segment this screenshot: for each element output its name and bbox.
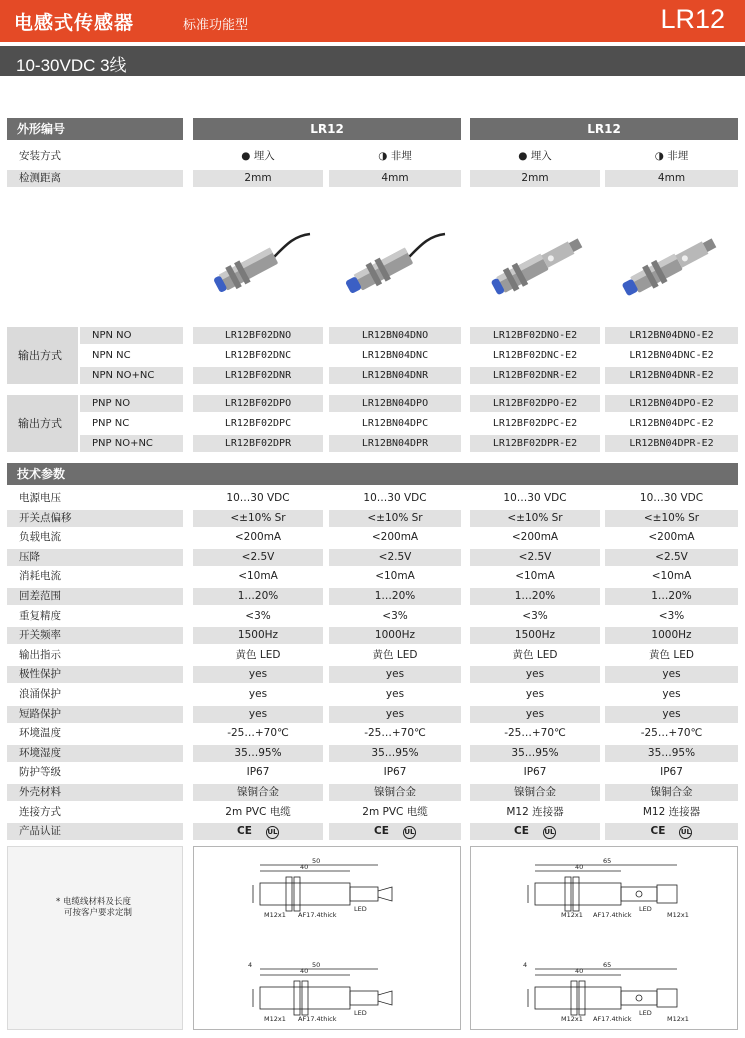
model-code-cell: LR12BF02DPR xyxy=(193,435,323,452)
spec-value: yes xyxy=(662,688,681,700)
spec-value: <3% xyxy=(522,609,548,622)
dim-side: 4 xyxy=(248,961,253,969)
spec-value: <±10% Sr xyxy=(193,510,323,527)
spec-value: yes xyxy=(605,706,738,723)
spec-value: <±10% Sr xyxy=(605,510,738,527)
spec-value: 2m PVC 电缆 xyxy=(225,805,291,818)
spec-value: <2.5V xyxy=(605,549,738,566)
spec-value: <200mA xyxy=(371,531,419,544)
spec-label: 浪涌保护 xyxy=(19,688,61,700)
dim-body: 40 xyxy=(300,863,309,871)
model-code-cell: LR12BN04DNO-E2 xyxy=(605,327,738,344)
spec-value: -25…+70℃ xyxy=(504,727,566,740)
dim-led: LED xyxy=(354,905,367,913)
spec-value: 1000Hz xyxy=(329,627,461,644)
spec-value: 1500Hz xyxy=(470,627,600,644)
ul-mark-icon: UL xyxy=(403,826,416,839)
note-line: * 电缆线材料及长度 xyxy=(56,897,131,907)
spec-value: <2.5V xyxy=(193,549,323,566)
model-code-cell: LR12BF02DNO xyxy=(193,327,323,344)
spec-value: 黄色 LED xyxy=(649,648,694,661)
model-code-cell: LR12BF02DNO-E2 xyxy=(470,327,600,344)
model-code-cell: LR12BN04DNR-E2 xyxy=(605,367,738,384)
model-code-cell: LR12BF02DPO xyxy=(193,395,323,412)
dim-total: 65 xyxy=(603,857,612,865)
spec-label: 负载电流 xyxy=(19,531,61,544)
spec-value: <2.5V xyxy=(329,549,461,566)
pnp-output-label: 输出方式 xyxy=(7,395,78,452)
spec-value: 1…20% xyxy=(329,588,461,605)
spec-value: M12 连接器 xyxy=(506,805,564,818)
cert-cell xyxy=(193,823,323,840)
spec-value: <10mA xyxy=(238,570,278,583)
detection-value: 4mm xyxy=(329,170,461,187)
model-code-cell: LR12BF02DNR xyxy=(193,367,323,384)
spec-label: 压降 xyxy=(7,549,183,566)
model-code-cell: LR12BN04DNO xyxy=(329,327,461,344)
cert-cell xyxy=(605,823,738,840)
spec-label: 短路保护 xyxy=(7,706,183,723)
spec-value: 黄色 LED xyxy=(235,648,281,661)
spec-value: yes xyxy=(193,706,323,723)
spec-value: <200mA xyxy=(648,531,695,544)
spec-value: 1500Hz xyxy=(193,627,323,644)
page-title: 电感式传感器 xyxy=(14,12,135,34)
spec-value: 黄色 LED xyxy=(372,648,418,661)
dim-thread: M12x1 xyxy=(561,911,583,919)
dim-total: 50 xyxy=(312,961,321,969)
spec-value: IP67 xyxy=(383,766,407,779)
mounting-cell: ● 埋入 xyxy=(518,150,552,162)
model-code-cell: LR12BN04DNC-E2 xyxy=(629,350,714,361)
spec-label: 消耗电流 xyxy=(19,570,61,583)
sensor-image-connector-flush xyxy=(482,216,592,306)
model-code-cell: LR12BF02DPC xyxy=(224,418,292,429)
spec-label: 开关频率 xyxy=(7,627,183,644)
dim-body: 40 xyxy=(575,863,584,871)
model-code-cell: LR12BF02DNC-E2 xyxy=(492,350,578,361)
tech-section-label: 技术参数 xyxy=(7,463,738,485)
dim-side: 4 xyxy=(523,961,528,969)
mounting-cell: ◑ 非埋 xyxy=(378,150,412,162)
spec-label: 极性保护 xyxy=(7,666,183,683)
dim-total: 65 xyxy=(603,961,612,969)
spec-value: IP67 xyxy=(660,766,683,779)
dim-conn: M12x1 xyxy=(667,911,689,919)
flush-icon: ● xyxy=(241,150,251,162)
ce-mark-icon: CE xyxy=(374,825,389,837)
detection-value: 4mm xyxy=(605,170,738,187)
cert-label: 产品认证 xyxy=(7,823,183,840)
spec-value: 镍铜合金 xyxy=(605,784,738,801)
spec-value: M12 连接器 xyxy=(642,805,701,818)
dim-thread: M12x1 xyxy=(561,1015,583,1023)
sensor-image-cable-nonflush xyxy=(340,216,450,306)
spec-value: IP67 xyxy=(246,766,270,779)
dim-conn: M12x1 xyxy=(667,1015,689,1023)
spec-label: 外壳材料 xyxy=(7,784,183,801)
group-header-cable: LR12 xyxy=(193,118,461,140)
spec-label: 重复精度 xyxy=(19,609,61,622)
dim-body: 40 xyxy=(575,967,584,975)
spec-value: yes xyxy=(248,688,268,700)
model-code-cell: LR12BF02DPR-E2 xyxy=(470,435,600,452)
spec-value: -25…+70℃ xyxy=(227,727,289,740)
model-code-cell: LR12BN04DNC xyxy=(361,350,429,361)
mounting-label: 安装方式 xyxy=(19,150,61,162)
ce-mark-icon: CE xyxy=(237,825,252,837)
spec-value: <10mA xyxy=(651,570,692,583)
dim-af: AF17.4thick xyxy=(298,1015,337,1023)
dim-af: AF17.4thick xyxy=(593,1015,632,1023)
spec-value: 10…30 VDC xyxy=(503,492,567,504)
spec-value: <3% xyxy=(658,609,685,622)
spec-value: 1…20% xyxy=(193,588,323,605)
spec-label: 输出指示 xyxy=(19,648,61,661)
model-code-cell: LR12BN04DPR xyxy=(329,435,461,452)
spec-value: 1…20% xyxy=(605,588,738,605)
spec-value: 10…30 VDC xyxy=(226,492,290,504)
spec-value: yes xyxy=(525,688,545,700)
dim-af: AF17.4thick xyxy=(298,911,337,919)
spec-value: 黄色 LED xyxy=(512,648,558,661)
dimension-drawing-cable xyxy=(194,847,460,1029)
spec-value: yes xyxy=(605,666,738,683)
dim-led: LED xyxy=(639,1009,652,1017)
spec-value: -25…+70℃ xyxy=(640,727,703,740)
output-type: PNP NO xyxy=(80,395,183,412)
spec-value: 10…30 VDC xyxy=(639,492,704,504)
output-type: NPN NO xyxy=(80,327,183,344)
ce-mark-icon: CE xyxy=(650,825,666,837)
spec-value: IP67 xyxy=(523,766,547,779)
model-code-cell: LR12BN04DPO xyxy=(329,395,461,412)
dim-total: 50 xyxy=(312,857,321,865)
dim-af: AF17.4thick xyxy=(593,911,632,919)
spec-value: 35…95% xyxy=(470,745,600,762)
nonflush-icon: ◑ xyxy=(654,150,664,162)
spec-value: <2.5V xyxy=(470,549,600,566)
spec-value: 镍铜合金 xyxy=(329,784,461,801)
page-header xyxy=(0,0,745,42)
dim-thread: M12x1 xyxy=(264,1015,286,1023)
cert-cell xyxy=(329,823,461,840)
model-code: LR12 xyxy=(660,4,725,34)
spec-value: yes xyxy=(193,666,323,683)
model-code-cell: LR12BF02DPC-E2 xyxy=(492,418,578,429)
spec-value: <10mA xyxy=(375,570,415,583)
model-code-cell: LR12BN04DPO-E2 xyxy=(605,395,738,412)
spec-value: <3% xyxy=(382,609,408,622)
ul-mark-icon: UL xyxy=(679,826,692,839)
voltage-banner: 10-30VDC 3线 xyxy=(0,46,745,76)
npn-output-label: 输出方式 xyxy=(7,327,78,384)
mounting-cell: ◑ 非埋 xyxy=(654,150,689,162)
model-code-cell: LR12BN04DPC-E2 xyxy=(629,418,714,429)
sensor-image-connector-nonflush xyxy=(616,216,726,306)
output-type: NPN NO+NC xyxy=(80,367,183,384)
spec-value: 35…95% xyxy=(329,745,461,762)
detection-label: 检测距离 xyxy=(7,170,183,187)
spec-label: 回差范围 xyxy=(7,588,183,605)
dim-led: LED xyxy=(354,1009,367,1017)
spec-value: <±10% Sr xyxy=(470,510,600,527)
spec-label: 电源电压 xyxy=(19,492,61,504)
model-code-cell: LR12BF02DNR-E2 xyxy=(470,367,600,384)
note-line: 可按客户要求定制 xyxy=(64,908,133,918)
spec-value: 镍铜合金 xyxy=(193,784,323,801)
spec-value: yes xyxy=(470,706,600,723)
spec-value: 2m PVC 电缆 xyxy=(362,805,428,818)
cert-cell xyxy=(470,823,600,840)
spec-value: <3% xyxy=(245,609,271,622)
nonflush-icon: ◑ xyxy=(378,150,388,162)
spec-label: 环境温度 xyxy=(19,727,61,740)
spec-value: yes xyxy=(385,688,405,700)
cable-note xyxy=(7,846,183,1030)
output-type: PNP NO+NC xyxy=(80,435,183,452)
shape-section-label: 外形编号 xyxy=(7,118,183,140)
spec-label: 防护等级 xyxy=(19,766,61,779)
spec-value: 35…95% xyxy=(193,745,323,762)
spec-label: 开关点偏移 xyxy=(7,510,183,527)
dim-body: 40 xyxy=(300,967,309,975)
spec-value: <200mA xyxy=(511,531,559,544)
spec-value: 镍铜合金 xyxy=(470,784,600,801)
model-code-cell: LR12BF02DPO-E2 xyxy=(470,395,600,412)
dimension-drawing-connector xyxy=(471,847,737,1029)
mounting-cell: ● 埋入 xyxy=(241,150,275,162)
spec-value: 1000Hz xyxy=(605,627,738,644)
dim-thread: M12x1 xyxy=(264,911,286,919)
detection-value: 2mm xyxy=(470,170,600,187)
sensor-image-cable-flush xyxy=(205,216,315,306)
ul-mark-icon: UL xyxy=(266,826,279,839)
drawing-cable xyxy=(193,846,461,1030)
spec-value: yes xyxy=(329,666,461,683)
spec-value: <10mA xyxy=(515,570,555,583)
output-type: NPN NC xyxy=(92,350,131,361)
page-subtitle: 标准功能型 xyxy=(183,18,249,33)
ul-mark-icon: UL xyxy=(543,826,556,839)
spec-value: yes xyxy=(470,666,600,683)
dim-led: LED xyxy=(639,905,652,913)
model-code-cell: LR12BN04DPC xyxy=(361,418,429,429)
spec-value: 35…95% xyxy=(605,745,738,762)
spec-value: <±10% Sr xyxy=(329,510,461,527)
output-type: PNP NC xyxy=(92,418,130,429)
detection-value: 2mm xyxy=(193,170,323,187)
spec-value: 10…30 VDC xyxy=(363,492,427,504)
spec-value: <200mA xyxy=(234,531,282,544)
spec-value: -25…+70℃ xyxy=(364,727,426,740)
group-header-connector: LR12 xyxy=(470,118,738,140)
spec-label: 连接方式 xyxy=(19,805,61,818)
spec-label: 环境湿度 xyxy=(7,745,183,762)
ce-mark-icon: CE xyxy=(514,825,529,837)
spec-value: yes xyxy=(329,706,461,723)
drawing-connector xyxy=(470,846,738,1030)
spec-value: 1…20% xyxy=(470,588,600,605)
model-code-cell: LR12BN04DNR xyxy=(329,367,461,384)
flush-icon: ● xyxy=(518,150,528,162)
model-code-cell: LR12BF02DNC xyxy=(224,350,292,361)
model-code-cell: LR12BN04DPR-E2 xyxy=(605,435,738,452)
